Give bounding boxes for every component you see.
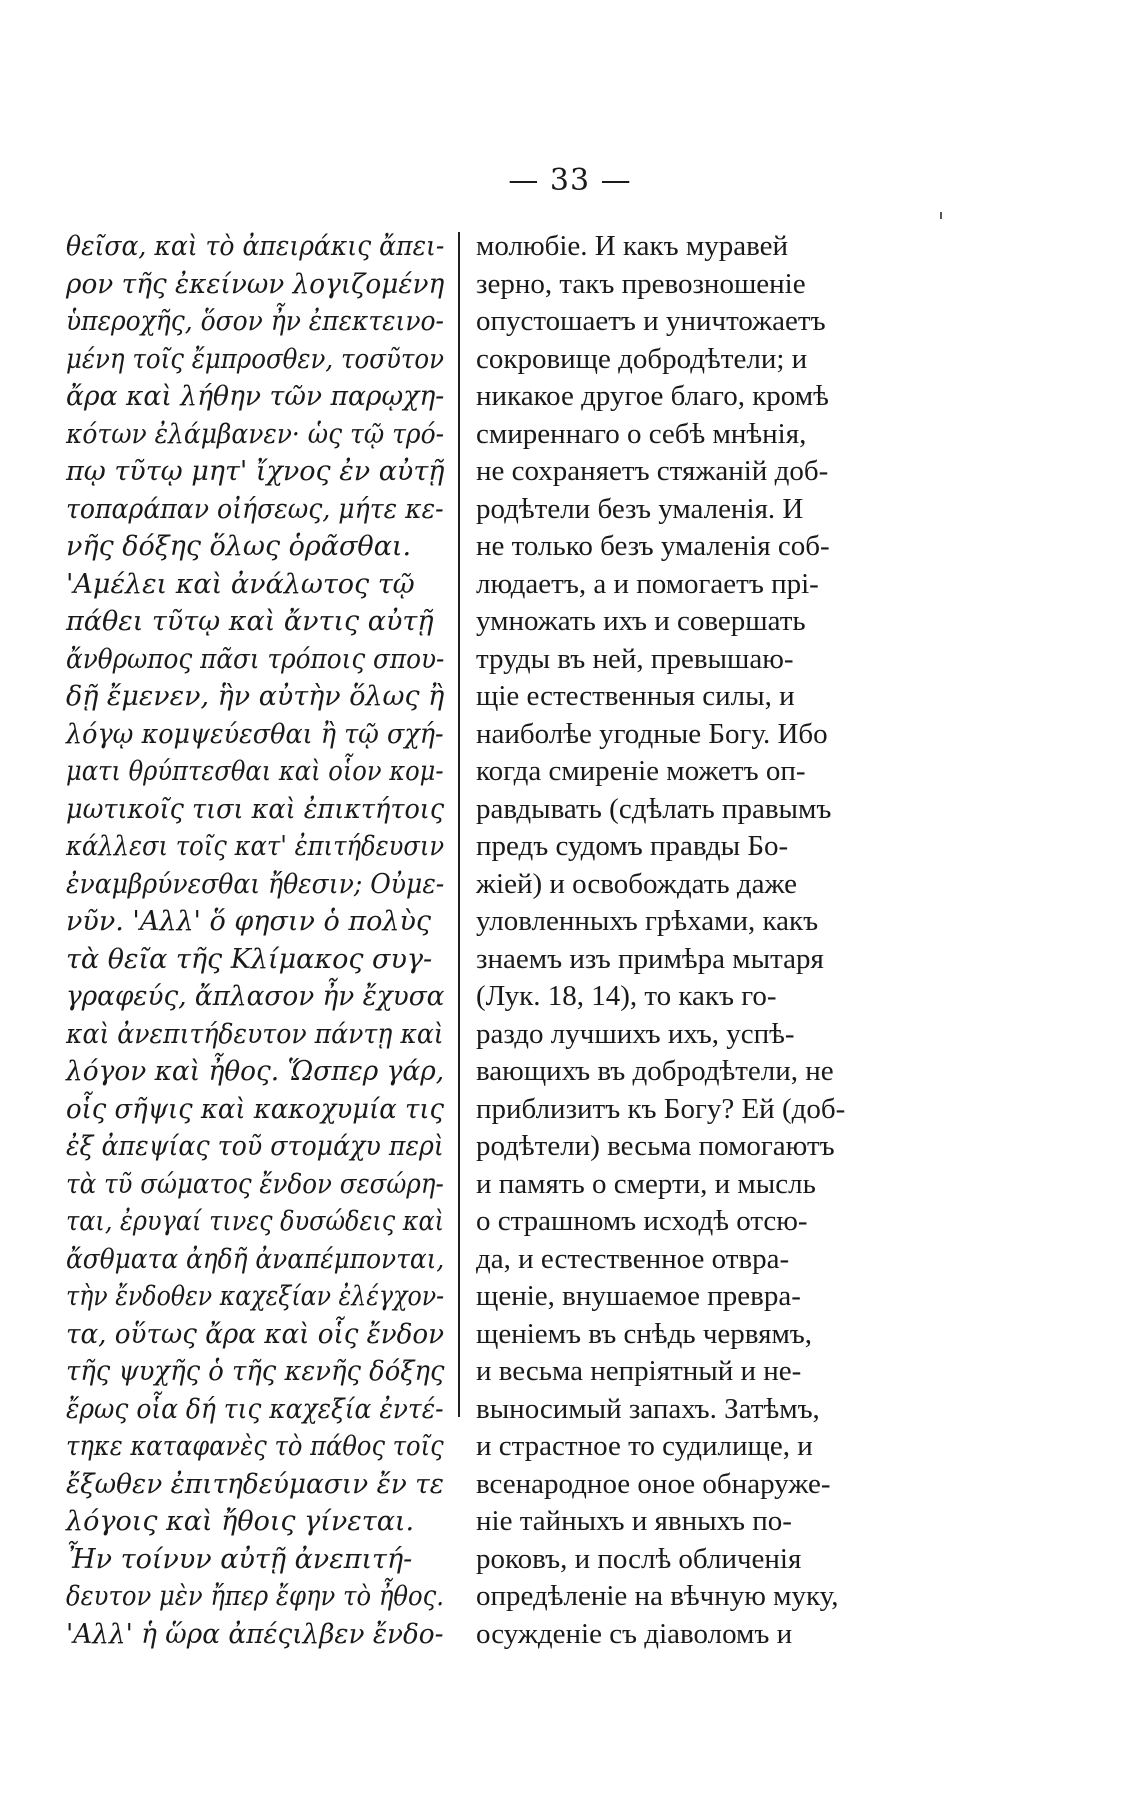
- text-line: раздо лучшихъ ихъ, успѣ-: [476, 1017, 795, 1050]
- text-line: 'Αμέλει καὶ ἀνάλωτος τῷ: [66, 568, 415, 600]
- text-line: и память о смерти, и мысль: [476, 1167, 816, 1200]
- text-line: τα, οὕτως ἄρα καὶ οἷς ἔνδον: [66, 1318, 445, 1350]
- text-line: ἄρα καὶ λήθην τῶν παρῳχη-: [66, 381, 445, 412]
- russian-text-column: [476, 228, 868, 1653]
- text-line: умножать ихъ и совершать: [476, 605, 806, 637]
- text-line: приблизитъ къ Богу? Ей (доб-: [476, 1092, 846, 1125]
- greek-text-column: [66, 228, 444, 1653]
- text-line: τὰ τῦ σώματος ἔνδον σεσώρη-: [66, 1168, 444, 1200]
- text-line: и страстное то судилище, и: [476, 1430, 813, 1462]
- text-line: не сохраняетъ стяжаній доб-: [476, 455, 829, 487]
- text-line: τὰ θεῖα τῆς Κλίμακος συγ-: [66, 943, 433, 975]
- text-line: опредѣленіе на вѣчную муку,: [476, 1580, 839, 1612]
- text-line: Ἦν τοίνυν αὐτῇ ἀνεπιτή-: [66, 1543, 413, 1575]
- text-line: уловленныхъ грѣхами, какъ: [476, 905, 819, 937]
- text-line: τῆς ψυχῆς ὁ τῆς κενῆς δόξης: [66, 1356, 445, 1387]
- text-line: щіе естественныя силы, и: [476, 680, 795, 712]
- text-line: πῳ τῦτῳ μητ' ἴχνος ἐν αὐτῇ: [66, 456, 445, 487]
- text-line: предъ судомъ правды Бо-: [476, 830, 789, 862]
- text-line: людаетъ, а и помогаетъ прі-: [476, 567, 819, 600]
- text-line: смиреннаго о себѣ мнѣнія,: [476, 417, 807, 450]
- text-line: выносимый запахъ. Затѣмъ,: [476, 1392, 820, 1425]
- text-line: роковъ, и послѣ обличенія: [476, 1542, 802, 1575]
- text-line: никакое другое благо, кромѣ: [476, 380, 829, 412]
- text-line: (Лук. 18, 14), то какъ го-: [476, 980, 777, 1012]
- text-line: τὴν ἔνδοθεν καχεξίαν ἐλέγχον-: [66, 1281, 445, 1312]
- text-line: наиболѣе угодные Богу. Ибо: [476, 717, 828, 750]
- text-line: труды въ ней, превышаю-: [476, 642, 794, 675]
- text-line: вающихъ въ добродѣтели, не: [476, 1055, 834, 1087]
- text-line: опустошаетъ и уничтожаетъ: [476, 305, 826, 337]
- text-line: жіей) и освобождать даже: [476, 867, 797, 900]
- text-line: равдывать (сдѣлать правымъ: [476, 792, 832, 825]
- text-line: знаемъ изъ примѣра мытаря: [476, 942, 824, 975]
- text-line: κότων ἐλάμβανεν· ὡς τῷ τρό-: [66, 418, 445, 450]
- text-line: ἐξ ἀπεψίας τοῦ στομάχυ περὶ: [66, 1131, 444, 1162]
- text-line: ματι θρύπτεσθαι καὶ οἷον κομ-: [66, 756, 444, 787]
- text-line: θεῖσα, καὶ τὸ ἀπειράκις ἄπει-: [66, 231, 445, 262]
- text-line: δῇ ἔμενεν, ἣν αὐτὴν ὅλως ἢ: [66, 681, 445, 712]
- text-line: ἐναμβρύνεσθαι ἤθεσιν; Οὐμε-: [66, 868, 445, 900]
- text-line: родѣтели) весьма помогаютъ: [476, 1130, 835, 1162]
- text-line: τοπαράπαν οἰήσεως, μήτε κε-: [66, 493, 444, 525]
- text-line: μωτικοῖς τισι καὶ ἐπικτήτοις: [66, 793, 445, 825]
- text-line: μένη τοῖς ἔμπροσθεν, τοσῦτον: [66, 343, 445, 375]
- text-line: λόγῳ κομψεύεσθαι ἢ τῷ σχή-: [66, 718, 444, 750]
- text-line: не только безъ умаленія соб-: [476, 530, 830, 562]
- text-line: τηκε καταφανὲς τὸ πάθος τοῖς: [66, 1431, 444, 1462]
- text-line: γραφεύς, ἄπλασον ἦν ἔχυσα: [66, 981, 445, 1012]
- page-number: — 33 —: [508, 163, 632, 198]
- text-line: 'Αλλ' ἡ ὥρα ἀπέςιλβεν ἔνδο-: [66, 1618, 444, 1650]
- text-line: κάλλεσι τοῖς κατ' ἐπιτήδευσιν: [66, 831, 445, 862]
- text-line: о страшномъ исходѣ отсю-: [476, 1205, 808, 1237]
- text-line: νῦν. 'Αλλ' ὅ φησιν ὁ πολὺς: [66, 906, 431, 937]
- text-line: осужденіе съ діаволомъ и: [476, 1617, 793, 1650]
- text-line: ніе тайныхъ и явныхъ по-: [476, 1505, 792, 1537]
- text-line: ἔρως οἷα δή τις καχεξία ἐντέ-: [66, 1393, 444, 1425]
- text-line: когда смиреніе можетъ оп-: [476, 755, 806, 787]
- text-line: ρον τῆς ἐκείνων λογιζομένη: [66, 268, 445, 300]
- text-line: λόγοις καὶ ἤθοις γίνεται.: [66, 1506, 415, 1537]
- column-divider: [458, 232, 460, 1417]
- text-line: щеніе, внушаемое превра-: [476, 1280, 801, 1312]
- text-line: щеніемъ въ снѣдь червямъ,: [476, 1317, 813, 1350]
- text-line: и весьма непріятный и не-: [476, 1355, 802, 1387]
- text-line: ἄσθματα ἀηδῆ ἀναπέμπονται,: [66, 1243, 445, 1275]
- stray-ink-mark: [940, 212, 942, 219]
- text-line: λόγον καὶ ἦθος. Ὥσπερ γάρ,: [66, 1056, 445, 1087]
- text-line: πάθει τῦτῳ καὶ ἄντις αὐτῇ: [66, 606, 434, 637]
- text-line: ὑπεροχῆς, ὅσον ἦν ἐπεκτεινο-: [66, 306, 444, 337]
- text-line: всенародное оное обнаруже-: [476, 1467, 831, 1500]
- text-line: молюбіе. И какъ муравей: [476, 230, 788, 262]
- text-line: ἔξωθεν ἐπιτηδεύμασιν ἔν τε: [66, 1468, 444, 1500]
- text-line: οἷς σῆψις καὶ κακοχυμία τις: [66, 1093, 445, 1125]
- text-line: ἄνθρωπος πᾶσι τρόποις σπου-: [66, 643, 445, 675]
- text-line: родѣтели безъ умаленія. И: [476, 492, 804, 525]
- text-line: δευτον μὲν ἤπερ ἔφην τὸ ἦθος.: [66, 1581, 444, 1612]
- text-line: да, и естественное отвра-: [476, 1242, 790, 1275]
- text-line: νῆς δόξης ὅλως ὁρᾶσθαι.: [66, 531, 412, 562]
- text-line: ται, ἐρυγαί τινες δυσώδεις καὶ: [66, 1206, 445, 1237]
- text-line: сокровище добродѣтели; и: [476, 342, 808, 375]
- text-line: зерно, такъ превозношеніе: [476, 267, 806, 300]
- text-line: καὶ ἀνεπιτήδευτον πάντῃ καὶ: [66, 1018, 444, 1050]
